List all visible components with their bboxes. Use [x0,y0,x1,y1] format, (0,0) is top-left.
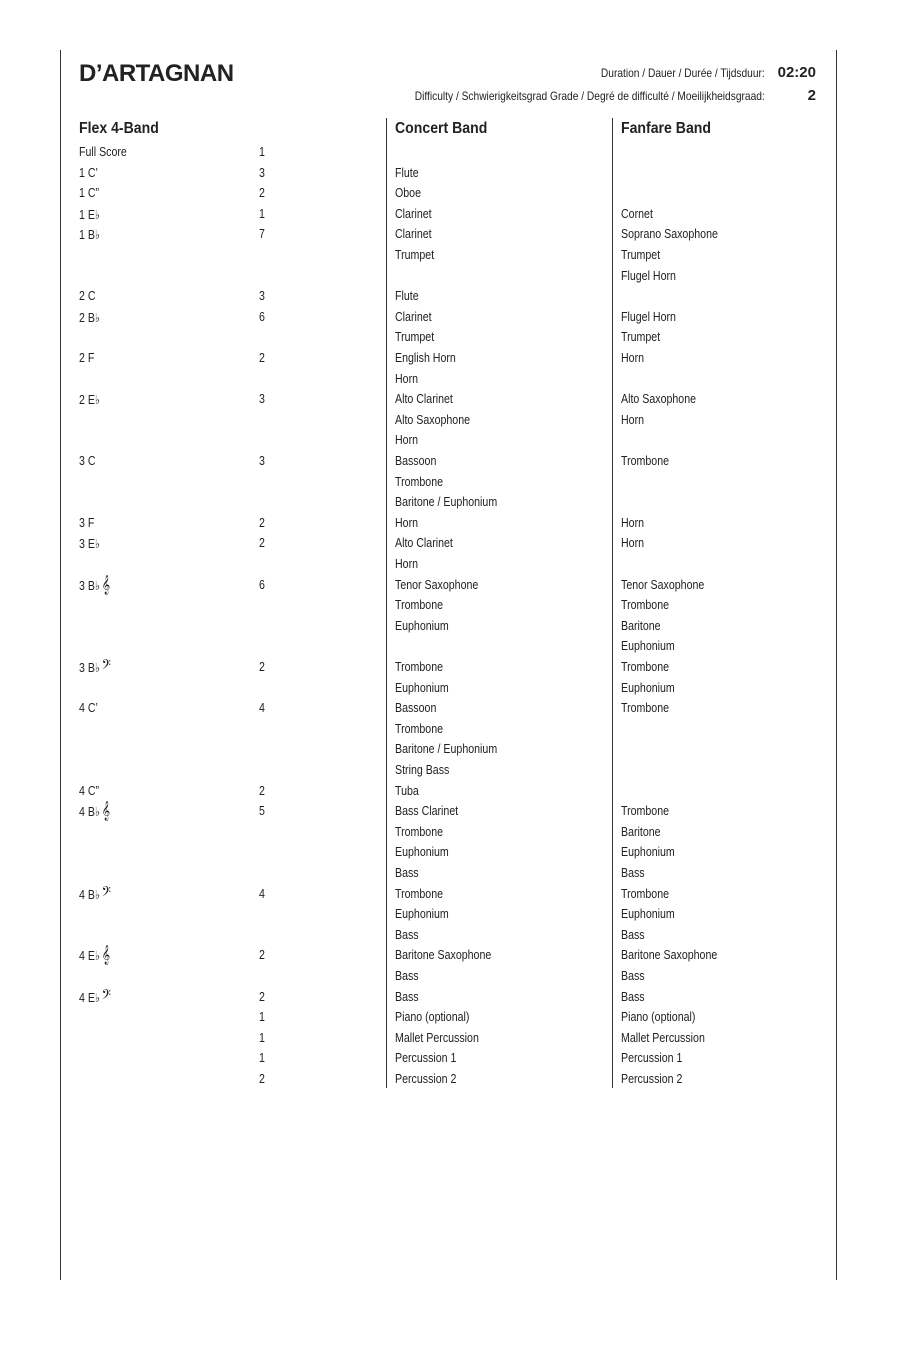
part-count: 2 [259,948,265,963]
concert-instrument: Euphonium [395,845,449,860]
part-label: 4 E♭ 𝄢 [79,986,111,1006]
part-count: 2 [259,1072,265,1086]
concert-instrument: Euphonium [395,907,449,922]
fanfare-instrument: Cornet [621,206,653,221]
part-count: 2 [259,660,265,674]
part-label: 1 C” [79,186,100,201]
concert-instrument: Oboe [395,186,422,201]
part-count: 2 [259,186,265,201]
part-count: 2 [259,351,265,365]
concert-instrument: Alto Saxophone [395,412,471,427]
fanfare-instrument: Piano (optional) [621,1010,696,1025]
concert-instrument: Trumpet [395,330,435,345]
fanfare-instrument: Trumpet [621,330,661,345]
part-label: Full Score [79,145,127,159]
concert-instrument: Euphonium [395,618,449,633]
fanfare-instrument: Bass [621,927,645,942]
concert-instrument: Horn [395,433,419,448]
concert-band-heading: Concert Band [395,120,488,137]
part-count: 3 [259,454,265,468]
concert-instrument: Bass [395,866,419,880]
fanfare-instrument: Trombone [621,660,670,674]
part-count: 6 [259,309,265,324]
concert-instrument: Trombone [395,474,444,489]
fanfare-instrument: Bass [621,989,645,1004]
part-label: 3 E♭ [79,537,100,552]
concert-instrument: Trombone [395,598,444,613]
part-label: 2 B♭ [79,310,100,325]
part-count: 7 [259,227,265,242]
fanfare-instrument: Mallet Percussion [621,1030,705,1045]
part-count: 3 [259,289,265,304]
concert-instrument: Baritone / Euphonium [395,495,498,510]
clef-icon: 𝄢 [101,657,111,676]
concert-instrument: Alto Clarinet [395,392,453,407]
fanfare-instrument: Soprano Saxophone [621,227,718,242]
part-count: 5 [259,804,265,819]
concert-instrument: Flute [395,165,419,180]
part-count: 2 [259,989,265,1004]
fanfare-band-heading: Fanfare Band [621,120,711,137]
part-count: 3 [259,165,265,180]
clef-icon: 𝄞 [101,945,111,965]
fanfare-instrument: Baritone [621,618,661,633]
fanfare-instrument: Tenor Saxophone [621,577,705,592]
concert-instrument: Mallet Percussion [395,1030,479,1045]
fanfare-instrument: Trombone [621,886,670,901]
part-label: 3 B♭ 𝄢 [79,657,111,676]
fanfare-instrument: Euphonium [621,907,675,922]
concert-instrument: Clarinet [395,227,432,242]
part-count: 2 [259,515,265,530]
part-count: 4 [259,701,265,716]
concert-instrument: Euphonium [395,680,449,695]
fanfare-instrument: Alto Saxophone [621,392,697,407]
fanfare-instrument: Trumpet [621,248,661,262]
concert-column-rule [386,118,387,1088]
concert-instrument: Horn [395,557,419,571]
fanfare-instrument: Bass [621,969,645,983]
part-count: 1 [259,1051,265,1066]
concert-instrument: Bassoon [395,454,437,468]
fanfare-instrument: Trombone [621,804,670,819]
piece-title: D’ARTAGNAN [79,60,234,87]
fanfare-instrument: Flugel Horn [621,309,676,324]
part-label: 4 C” [79,783,100,798]
page-left-rule [60,50,61,1280]
fanfare-instrument: Flugel Horn [621,268,676,283]
concert-instrument: English Horn [395,351,456,365]
part-count: 2 [259,783,265,798]
part-count: 1 [259,145,265,159]
fanfare-instrument: Euphonium [621,845,675,860]
concert-instrument: Bassoon [395,701,437,716]
concert-instrument: Bass [395,989,419,1004]
concert-instrument: Tuba [395,783,419,798]
flex-band-heading: Flex 4-Band [79,120,159,137]
part-count: 4 [259,886,265,901]
fanfare-instrument: Trombone [621,598,670,613]
fanfare-instrument: Horn [621,515,645,530]
concert-instrument: Percussion 2 [395,1072,457,1086]
concert-instrument: Trombone [395,886,444,901]
fanfare-instrument: Baritone Saxophone [621,948,718,963]
fanfare-instrument: Euphonium [621,639,675,654]
page-right-rule [836,50,837,1280]
concert-instrument: Horn [395,515,419,530]
fanfare-instrument: Trombone [621,454,670,468]
concert-instrument: Baritone Saxophone [395,948,492,963]
part-count: 2 [259,536,265,551]
fanfare-instrument: Euphonium [621,680,675,695]
part-count: 1 [259,1010,265,1025]
fanfare-instrument: Trombone [621,701,670,716]
part-count: 6 [259,577,265,592]
part-label: 4 B♭ 𝄞 [79,801,111,821]
fanfare-instrument: Percussion 2 [621,1072,683,1086]
concert-instrument: Bass [395,969,419,983]
concert-instrument: Tenor Saxophone [395,577,479,592]
concert-instrument: Trombone [395,824,444,839]
difficulty-value: 2 [807,87,816,104]
concert-instrument: Horn [395,371,419,386]
part-label: 1 B♭ [79,228,100,243]
concert-instrument: Trumpet [395,248,435,262]
concert-instrument: Alto Clarinet [395,536,453,551]
fanfare-instrument: Bass [621,866,645,880]
part-label: 4 C’ [79,701,98,716]
concert-instrument: String Bass [395,763,450,777]
clef-icon: 𝄢 [101,986,111,1006]
concert-instrument: Flute [395,289,419,304]
concert-instrument: Clarinet [395,206,432,221]
part-label: 4 E♭ 𝄞 [79,945,111,965]
part-label: 3 C [79,454,96,468]
concert-instrument: Trombone [395,660,444,674]
difficulty-label: Difficulty / Schwierigkeitsgrad Grade / Degré de difficulté / Moeilijkheidsgraad: [415,89,765,103]
part-label: 4 B♭ 𝄢 [79,883,111,903]
fanfare-instrument: Baritone [621,824,661,839]
fanfare-column-rule [612,118,613,1088]
concert-instrument: Baritone / Euphonium [395,742,498,757]
part-count: 3 [259,392,265,407]
concert-instrument: Clarinet [395,309,432,324]
concert-instrument: Piano (optional) [395,1010,470,1025]
concert-instrument: Bass [395,927,419,942]
part-label: 1 E♭ [79,207,100,222]
fanfare-instrument: Horn [621,351,645,365]
part-label: 3 F [79,515,95,530]
duration-value: 02:20 [777,64,816,81]
part-label: 2 C [79,289,96,304]
part-count: 1 [259,206,265,221]
part-label: 1 C’ [79,165,98,180]
duration-label: Duration / Dauer / Durée / Tijdsduur: [601,66,765,80]
fanfare-instrument: Horn [621,536,645,551]
concert-instrument: Percussion 1 [395,1051,457,1066]
part-count: 1 [259,1030,265,1045]
fanfare-instrument: Percussion 1 [621,1051,683,1066]
clef-icon: 𝄞 [101,574,111,594]
concert-instrument: Trombone [395,721,444,736]
clef-icon: 𝄞 [101,801,111,821]
concert-instrument: Bass Clarinet [395,804,459,819]
fanfare-instrument: Horn [621,412,645,427]
clef-icon: 𝄢 [101,883,111,903]
part-label: 2 E♭ [79,393,100,408]
part-label: 3 B♭ 𝄞 [79,574,111,594]
part-label: 2 F [79,351,95,365]
